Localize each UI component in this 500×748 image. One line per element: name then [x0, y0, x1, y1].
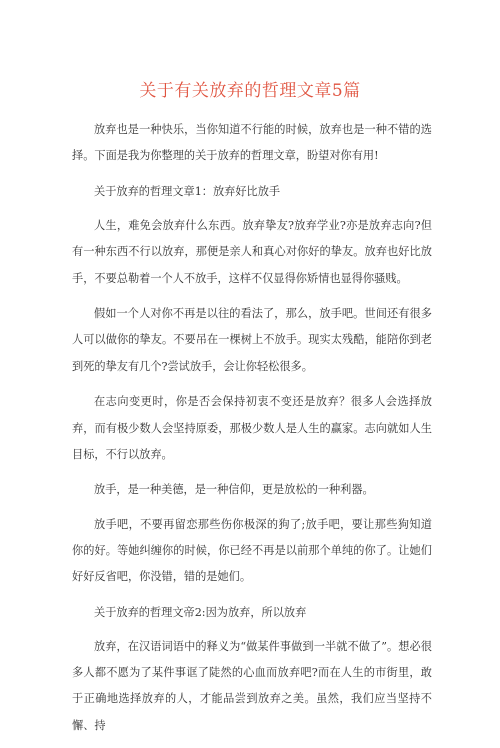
paragraph: 放手吧，不要再留恋那些伤你极深的狗了;放手吧，要让那些狗知道你的好。等她纠缠你的时候，你已经不再是以前那个单纯的你了。让她们好好反省吧，你没错，错的是她们。	[72, 517, 432, 584]
paragraph: 放弃，在汉语词语中的释义为“做某件事做到一半就不做了”。想必很多人都不愿为了某件事诓了陡然的心血而放弃吧?而在人生的市街里，敢于正确地选择放弃的人，才能品尝到放弃之美。虽然，我们应当坚持不懈、持	[72, 639, 432, 732]
paragraph: 人生，难免会放弃什么东西。放弃挚友?放弃学业?亦是放弃志向?但有一种东西不行以放弃，那便是亲人和真心对你好的挚友。放弃也好比放手，不要总勒着一个人不放手，这样不仅显得你矫情也显得你骚贱。	[72, 219, 432, 285]
paragraph: 假如一个人对你不再是以往的看法了，那么，放手吧。世间还有很多人可以做你的挚友。不要吊在一棵树上不放手。现实太残酷，能陪你到老到死的挚友有几个?尝试放手，会让你轻松很多。	[72, 307, 432, 373]
section-heading-1: 关于放弃的哲理文章1：放弃好比放手	[94, 184, 281, 198]
paragraph-intro: 放弃也是一种快乐，当你知道不行能的时候，放弃也是一种不错的选择。下面是我为你整理的关于放弃的哲理文章，盼望对你有用!	[72, 123, 432, 163]
paragraph: 在志向变更时，你是否会保持初衷不变还是放弃？很多人会选择放弃，而有极少数人会坚持原委，那极少数人是人生的赢家。志向就如人生目标，不行以放弃。	[72, 395, 432, 461]
document-body	[72, 117, 432, 748]
paragraph: 放手，是一种美德，是一种信仰，更是放松的一种利器。	[94, 483, 374, 497]
document-title: 关于有关放弃的哲理文章5篇	[139, 81, 361, 101]
section-heading-2: 关于放弃的哲理文帝2:因为放弃，所以放弃	[94, 605, 307, 619]
